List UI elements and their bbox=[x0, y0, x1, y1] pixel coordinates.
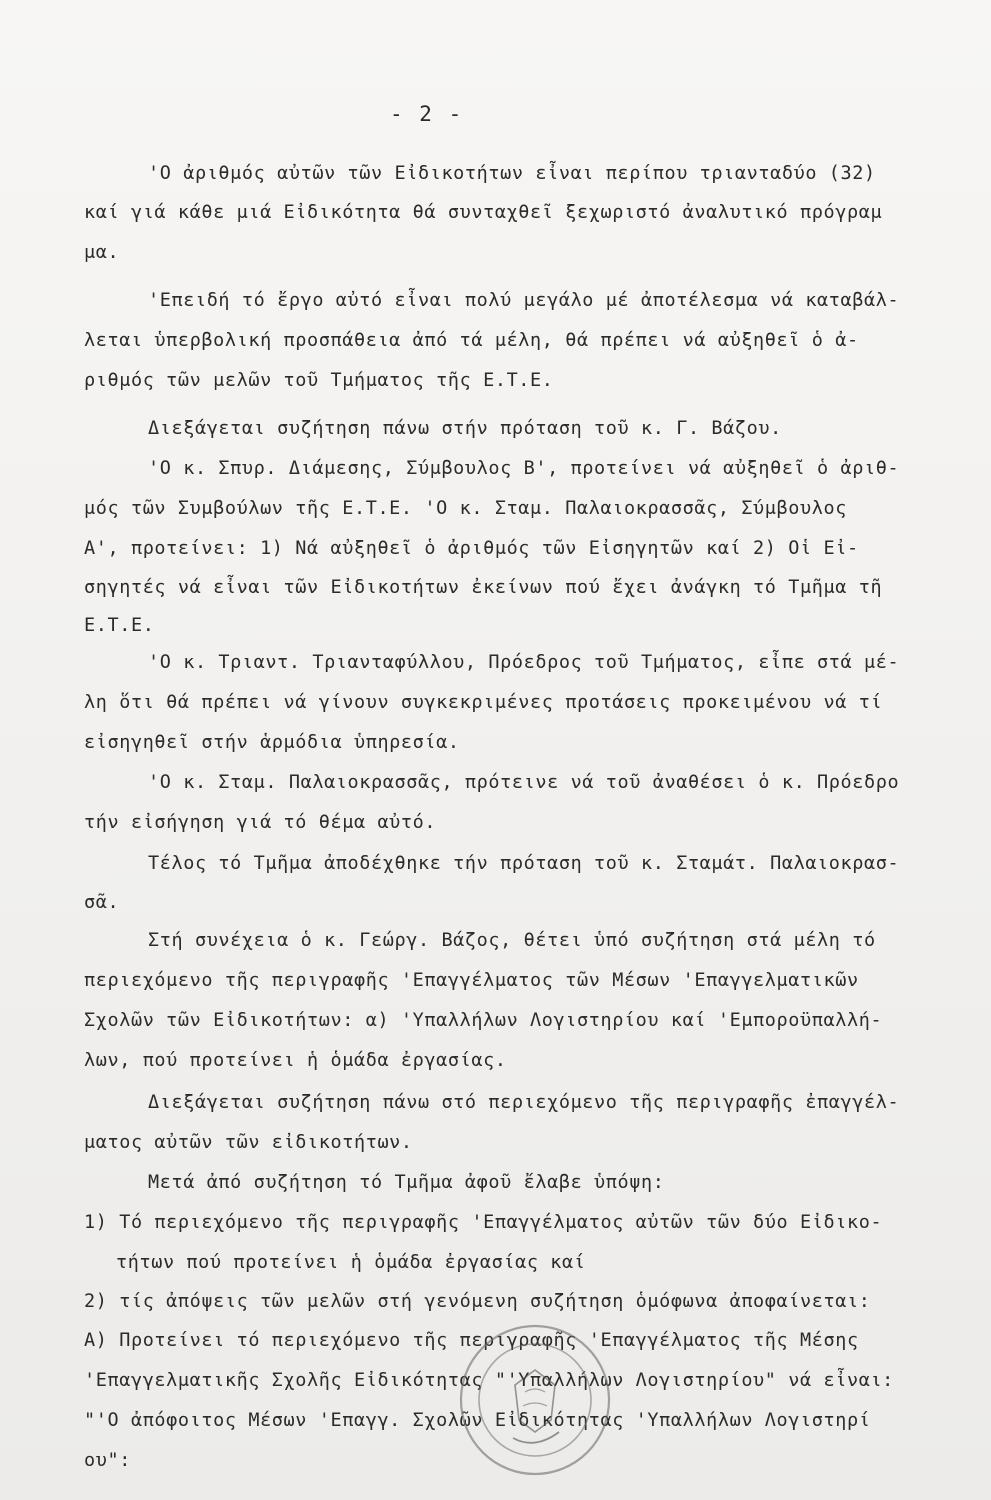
text-line: λεται ὑπερβολική προσπάθεια ἀπό τά μέλη, θά πρέπει νά αὐξηθεῖ ὁ ἀ- bbox=[84, 330, 859, 351]
text-line: Ε.Τ.Ε. bbox=[84, 615, 155, 636]
text-line: μα. bbox=[84, 242, 120, 263]
text-line: Τέλος τό Τμῆμα ἀποδέχθηκε τήν πρόταση τοῦ κ. Σταμάτ. Παλαιοκρασ- bbox=[148, 853, 900, 874]
text-line: 'Ο κ. Σπυρ. Διάμεσης, Σύμβουλος Β', προτείνει νά αὐξηθεῖ ὁ ἀριθ- bbox=[148, 458, 900, 479]
text-line: Στή συνέχεια ὁ κ. Γεώργ. Βάζος, θέτει ὑπό συζήτηση στά μέλη τό bbox=[148, 930, 876, 951]
text-line: Α) Προτείνει τό περιεχόμενο τῆς περιγραφῆς 'Επαγγέλματος τῆς Μέσης bbox=[84, 1330, 859, 1351]
text-line: Μετά ἀπό συζήτηση τό Τμῆμα ἀφοῦ ἔλαβε ὑπόψη: bbox=[148, 1172, 665, 1193]
text-line: ματος αὐτῶν τῶν εἰδικοτήτων. bbox=[84, 1132, 413, 1153]
text-line: μός τῶν Συμβούλων τῆς Ε.Τ.Ε. 'Ο κ. Σταμ. Παλαιοκρασσᾶς, Σύμβουλος bbox=[84, 498, 847, 519]
text-line: 2) τίς ἀπόψεις τῶν μελῶν στή γενόμενη συζήτηση ὁμόφωνα ἀποφαίνεται: bbox=[84, 1291, 871, 1312]
text-line: 'Ο κ. Σταμ. Παλαιοκρασσᾶς, πρότεινε νά τοῦ ἀναθέσει ὁ κ. Πρόεδρο bbox=[148, 772, 900, 793]
text-line: 'Ο κ. Τριαντ. Τριανταφύλλου, Πρόεδρος τοῦ Τμήματος, εἶπε στά μέ- bbox=[148, 652, 900, 673]
text-line: σηγητές νά εἶναι τῶν Εἰδικοτήτων ἐκείνων πού ἔχει ἀνάγκη τό Τμῆμα τῆ bbox=[84, 577, 883, 598]
text-line: καί γιά κάθε μιά Εἰδικότητα θά συνταχθεῖ ξεχωριστό ἀναλυτικό πρόγραμ bbox=[84, 202, 883, 223]
text-line: σᾶ. bbox=[84, 892, 120, 913]
text-line: Σχολῶν τῶν Εἰδικοτήτων: α) 'Υπαλλήλων Λογιστηρίου καί 'Εμποροϋπαλλή- bbox=[84, 1010, 883, 1031]
text-line: τήν εἰσήγηση γιά τό θέμα αὐτό. bbox=[84, 812, 437, 833]
text-line: εἰσηγηθεῖ στήν ἁρμόδια ὑπηρεσία. bbox=[84, 732, 460, 753]
text-line: τήτων πού προτείνει ἡ ὁμάδα ἐργασίας καί bbox=[116, 1252, 586, 1273]
page-number: - 2 - bbox=[390, 102, 464, 126]
text-line: 1) Τό περιεχόμενο τῆς περιγραφῆς 'Επαγγέλματος αὐτῶν τῶν δύο Εἰδικο- bbox=[84, 1212, 883, 1233]
official-stamp bbox=[455, 1300, 615, 1500]
text-line: ριθμός τῶν μελῶν τοῦ Τμήματος τῆς Ε.Τ.Ε. bbox=[84, 370, 554, 391]
text-line: Διεξάγεται συζήτηση πάνω στό περιεχόμενο τῆς περιγραφῆς ἐπαγγέλ- bbox=[148, 1092, 900, 1113]
text-line: 'Ο ἀριθμός αὐτῶν τῶν Εἰδικοτήτων εἶναι περίπου τριανταδύο (32) bbox=[148, 163, 876, 184]
text-line: ου": bbox=[84, 1450, 131, 1471]
text-line: 'Επειδή τό ἔργο αὐτό εἶναι πολύ μεγάλο μέ ἀποτέλεσμα νά καταβάλ- bbox=[148, 290, 900, 311]
text-line: περιεχόμενο τῆς περιγραφῆς 'Επαγγέλματος τῶν Μέσων 'Επαγγελματικῶν bbox=[84, 970, 859, 991]
text-line: 'Επαγγελματικῆς Σχολῆς Εἰδικότητας "'Υπαλλήλων Λογιστηρίου" νά εἶναι: bbox=[84, 1370, 894, 1391]
text-line: λων, πού προτείνει ἡ ὁμάδα ἐργασίας. bbox=[84, 1050, 507, 1071]
text-line: λη ὅτι θά πρέπει νά γίνουν συγκεκριμένες προτάσεις προκειμένου νά τί bbox=[84, 692, 883, 713]
text-line: Διεξάγεται συζήτηση πάνω στήν πρόταση τοῦ κ. Γ. Βάζου. bbox=[148, 418, 782, 439]
text-line: Α', προτείνει: 1) Νά αὐξηθεῖ ὁ ἀριθμός τῶν Εἰσηγητῶν καί 2) Οἱ Εἰ- bbox=[84, 538, 859, 559]
text-line: "'Ο ἀπόφοιτος Μέσων 'Επαγγ. Σχολῶν Εἰδικότητας 'Υπαλλήλων Λογιστηρί bbox=[84, 1410, 871, 1431]
